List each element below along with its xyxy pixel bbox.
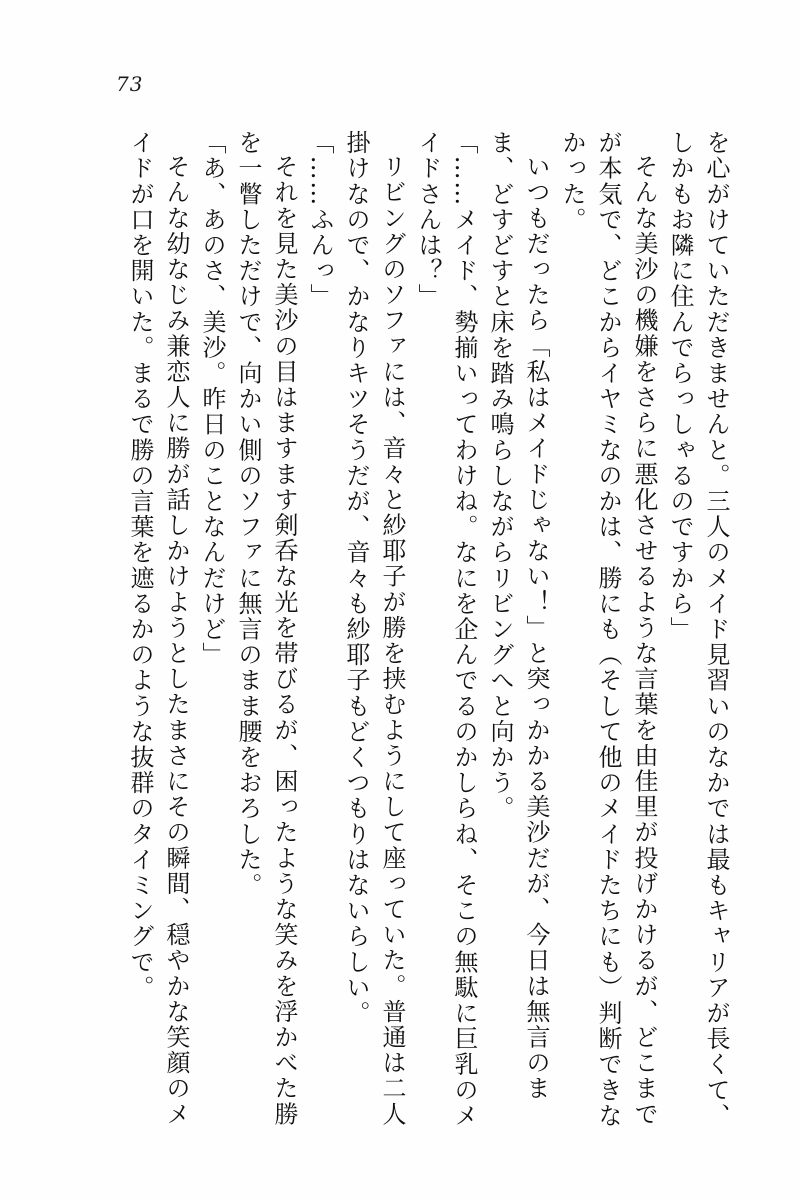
paragraph: リビングのソファには、音々と紗耶子が勝を挟むようにして座っていた。普通は二人掛けなので、かなりキツそうだが、音々も紗耶子もどくつもりはないらしい。 <box>342 130 406 1127</box>
paragraph: そんな美沙の機嫌をさらに悪化させるような言葉を由佳里が投げかけるが、どこまでが本気で、どこからイヤミなのかは、勝にも（そして他のメイドたちにも）判断できなかった。 <box>558 130 658 1129</box>
dialogue-paragraph: 「あ、あのさ、美沙。昨日のことなんだけど」 <box>198 130 226 668</box>
paragraph: そんな幼なじみ兼恋人に勝が話しかけようとしたまさにその瞬間、穏やかな笑顔のメイドが口を開いた。まるで勝の言葉を遮るかのような抜群のタイミングで。 <box>126 130 190 1127</box>
paragraph: それを見た美沙の目はますます剣呑な光を帯びるが、困ったような笑みを浮かべた勝を一瞥しただけで、向かい側のソファに無言のまま腰をおろした。 <box>234 130 298 1127</box>
page-number: 73 <box>116 72 144 96</box>
vertical-body-text <box>122 130 734 1140</box>
paragraph: いつもだったら「私はメイドじゃない！」と突っかかる美沙だが、今日は無言のまま、どすどすと床を踏み鳴らしながらリビングへと向かう。 <box>486 130 550 1102</box>
dialogue-paragraph: 「……ふんっ」 <box>306 130 334 310</box>
dialogue-paragraph: 「……メイド、勢揃いってわけね。なにを企んでるのかしらね、そこの無駄に巨乳のメイドさんは？」 <box>414 130 478 1129</box>
paragraph: を心がけていただきませんと。三人のメイド見習いのなかでは最もキャリアが長くて、しかもお隣に住んでらっしゃるのですから」 <box>666 130 730 1129</box>
